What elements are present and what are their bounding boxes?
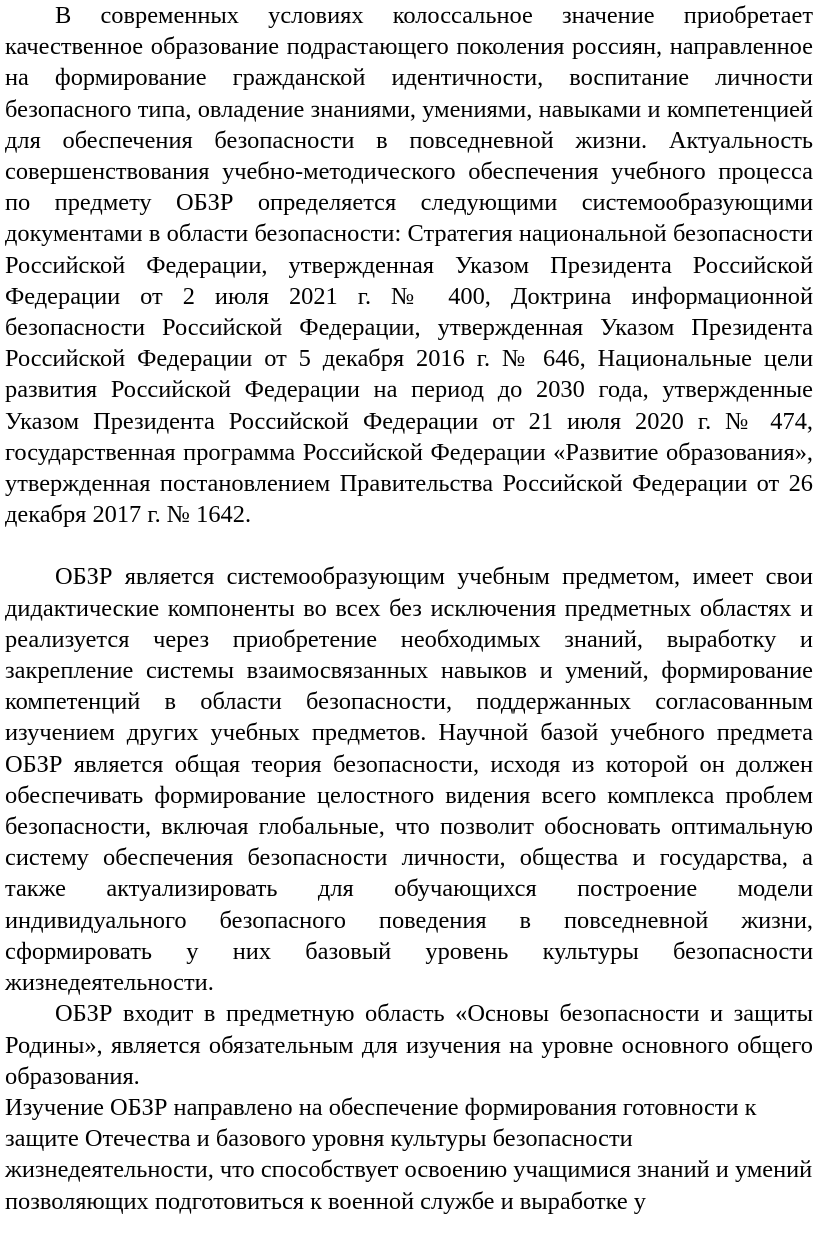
paragraph-study-goal: Изучение ОБЗР направлено на обеспечение формирования готовности к защите Отечества и базового уровня культуры безопасности жизнедеятельности, что способствует освоению учащимися знаний и умений позволяющих подготовиться к военной службе и выработке у (5, 1093, 813, 1215)
paragraph-subject-area: ОБЗР входит в предметную область «Основы безопасности и защиты Родины», является обязательным для изучения на уровне основного общего образования. (5, 1000, 813, 1090)
document-page (5, 0, 813, 1217)
paragraph-intro: В современных условиях колоссальное значение приобретает качественное образование подрастающего поколения россиян, направленное на формирование гражданской идентичности, воспитание личности безопасного типа, овладение знаниями, умениями, навыками и компетенцией для обеспечения безопасности в повседневной жизни. Актуальность совершенствования учебно-методического обеспечения учебного процесса по предмету ОБЗР определяется следующими системообразующими документами в области безопасности: Стратегия национальной безопасности Российской Федерации, утвержденная Указом Президента Российской Федерации от 2 июля 2021 г. № 400, Доктрина информационной безопасности Российской Федерации, утвержденная Указом Президента Российской Федерации от 5 декабря 2016 г. № 646, Национальные цели развития Российской Федерации на период до 2030 года, утвержденные Указом Президента Российской Федерации от 21 июля 2020 г. № 474, государственная программа Российской Федерации «Развитие образования», утвержденная постановлением Правительства Российской Федерации от 26 декабря 2017 г. № 1642. (5, 2, 813, 529)
paragraph-subject-description: ОБЗР является системообразующим учебным предметом, имеет свои дидактические компоненты во всех без исключения предметных областях и реализуется через приобретение необходимых знаний, выработку и закрепление системы взаимосвязанных навыков и умений, формирование компетенций в области безопасности, поддержанных согласованным изучением других учебных предметов. Научной базой учебного предмета ОБЗР является общая теория безопасности, исходя из которой он должен обеспечивать формирование целостного видения всего комплекса проблем безопасности, включая глобальные, что позволит обосновать оптимальную систему обеспечения безопасности личности, общества и государства, а также актуализировать для обучающихся построение модели индивидуального безопасного поведения в повседневной жизни, сформировать у них базовый уровень культуры безопасности жизнедеятельности. (5, 563, 813, 997)
paragraph-gap (5, 530, 813, 561)
